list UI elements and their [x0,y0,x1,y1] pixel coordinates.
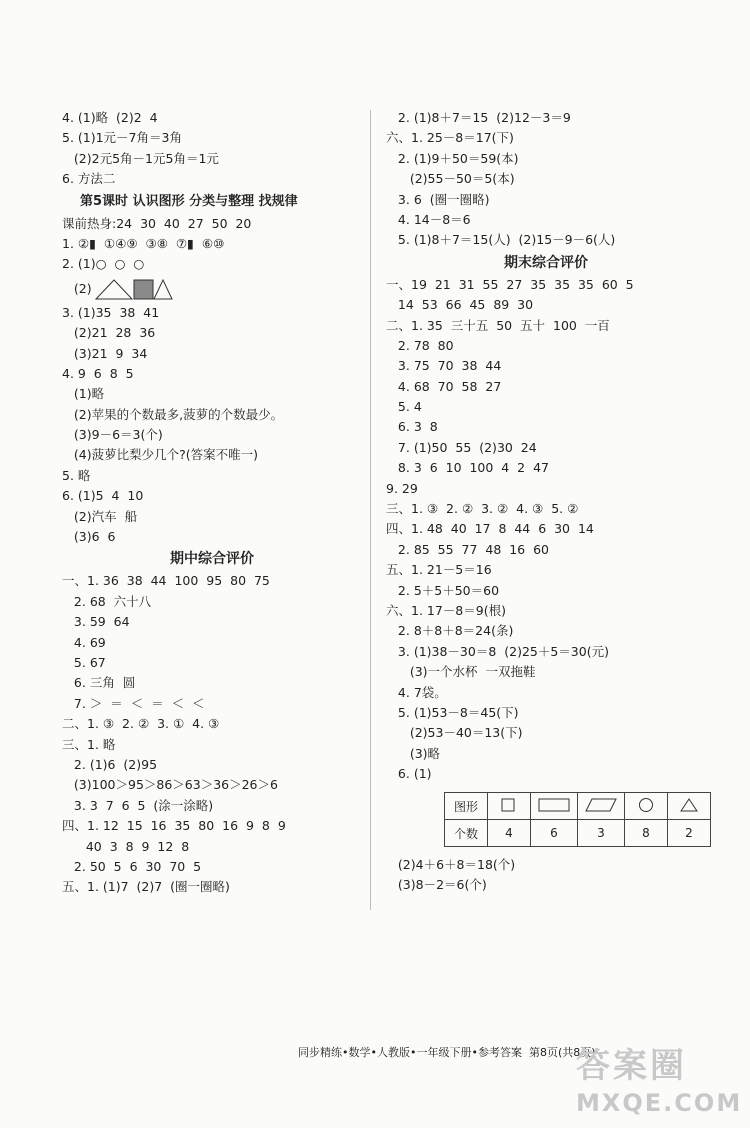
answer-line: 六、1. 17－8＝9(根) [386,602,506,618]
answer-line: 5. (1)1元－7角＝3角 [62,130,182,146]
answer-line: (3)6 6 [62,529,116,545]
shape-row-prefix: (2) [62,281,92,297]
answer-line: 3. 3 7 6 5 (涂一涂略) [62,797,214,813]
table-row-label: 个数 [445,820,488,847]
watermark-line2: MXQE.COM [576,1089,743,1117]
answer-line: 5. 4 [386,399,422,415]
table-cell [668,793,711,820]
answer-line: (3)一个水杯 一双拖鞋 [386,664,536,680]
table-cell [488,793,531,820]
answer-line: 2. (1)○ ○ ○ [62,256,145,272]
shape-count-table-wrap [386,785,706,855]
rectangle-icon [537,797,571,813]
square-icon [500,797,518,813]
answer-line: 2. 68 六十八 [62,593,152,609]
shape-answer-row [62,275,362,303]
triangle-icon [679,797,699,813]
answer-line: 6. 3 8 [386,419,438,435]
answer-line: 四、1. 48 40 17 8 44 6 30 14 [386,521,594,537]
circle-icon [637,797,655,813]
answer-line: 2. 8＋8＋8＝24(条) [386,623,514,639]
answer-line: 三、1. 略 [62,736,116,752]
answer-line: (4)菠萝比梨少几个?(答案不唯一) [62,447,259,463]
answer-line: 2. (1)9＋50＝59(本) [386,150,519,166]
answer-line: 2. 5＋5＋50＝60 [386,582,500,598]
left-block-d [62,571,362,897]
table-row [445,793,711,820]
answer-line: 6. 三角 圆 [62,675,136,691]
answer-line: (3)21 9 34 [62,345,148,361]
answer-line: 三、1. ③ 2. ② 3. ② 4. ③ 5. ② [386,501,579,517]
answer-line: (2)21 28 36 [62,325,156,341]
answer-line: 3. (1)38－30＝8 (2)25＋5＝30(元) [386,643,609,659]
table-cell [625,793,668,820]
answer-line: 一、19 21 31 55 27 35 35 35 60 5 [386,276,634,292]
right-block-c [386,855,706,896]
answer-line: 5. 略 [62,467,91,483]
answer-line: 7. ＞ ＝ ＜ ＝ ＜ ＜ [62,695,205,711]
answer-line: (2)55－50＝5(本) [386,171,515,187]
answer-line: 14 53 66 45 89 30 [386,297,534,313]
answer-line: (1)略 [62,386,105,402]
left-block-c [62,303,362,548]
answer-line: 1. ②▮ ①④⑨ ③⑧ ⑦▮ ⑥⑩ [62,235,225,251]
answer-line: 4. 7袋。 [386,684,447,700]
answer-line: 2. 85 55 77 48 16 60 [386,541,549,557]
shape-count-table [444,792,711,847]
table-row-label: 图形 [445,793,488,820]
answer-line: 4. 14－8＝6 [386,211,471,227]
answer-line: (2)苹果的个数最多,菠萝的个数最少。 [62,406,284,422]
answer-line: (2)2元5角－1元5角＝1元 [62,150,219,166]
answer-line: 2. 50 5 6 30 70 5 [62,858,202,874]
table-cell [531,793,578,820]
answer-line: 课前热身:24 30 40 27 50 20 [62,215,252,231]
answer-line: 五、1. 21－5＝16 [386,562,492,578]
watermark-line1: 答案圈 [576,1046,687,1086]
answer-line: 6. (1) [386,766,432,782]
right-column [386,108,706,895]
table-cell [578,793,625,820]
answer-line: 3. 75 70 38 44 [386,358,502,374]
answer-line: (2)53－40＝13(下) [386,725,523,741]
right-block-a [386,108,706,251]
answer-line: 6. 方法二 [62,171,116,187]
answer-line: 3. 59 64 [62,614,130,630]
answer-line: (3)略 [386,745,441,761]
table-cell: 4 [488,820,531,847]
left-column [62,108,362,898]
answer-line: 4. 9 6 8 5 [62,365,134,381]
right-block-b [386,275,706,785]
answer-line: 二、1. 35 三十五 50 五十 100 一百 [386,317,610,333]
answer-line: (2)汽车 船 [62,508,138,524]
parallelogram-icon [584,797,618,813]
table-cell: 2 [668,820,711,847]
answer-line: 六、1. 25－8＝17(下) [386,130,514,146]
answer-line: 3. 6 (圈一圈略) [386,191,490,207]
answer-line: 9. 29 [386,480,418,496]
answer-line: 二、1. ③ 2. ② 3. ① 4. ③ [62,716,220,732]
midterm-title: 期中综合评价 [170,551,254,568]
answer-line: 一、1. 36 38 44 100 95 80 75 [62,573,270,589]
answer-line: 2. (1)8＋7＝15 (2)12－3＝9 [386,110,571,125]
answer-line: (3)8－2＝6(个) [386,876,487,892]
answer-line: 8. 3 6 10 100 4 2 47 [386,460,549,476]
triangle-icon [154,280,172,299]
answer-line: 4. 69 [62,634,106,650]
page-footer: 同步精练•数学•人教版•一年级下册•参考答案 第8页(共8页) [298,1046,596,1059]
answer-line: 5. 67 [62,654,106,670]
table-cell: 6 [531,820,578,847]
answer-line: 5. (1)53－8＝45(下) [386,704,519,720]
triangle-icon [96,280,132,299]
answer-line: 2. (1)6 (2)95 [62,756,158,772]
answer-line: 4. 68 70 58 27 [386,378,502,394]
final-exam-title: 期末综合评价 [504,254,588,271]
table-cell: 8 [625,820,668,847]
answer-line: 五、1. (1)7 (2)7 (圈一圈略) [62,879,230,895]
left-block-a [62,108,362,190]
column-divider [370,110,371,910]
answer-line: (2)4＋6＋8＝18(个) [386,856,516,872]
answer-line: 5. (1)8＋7＝15(人) (2)15－9－6(人) [386,232,616,248]
shapes-figure [94,277,174,301]
answer-line: (3)100＞95＞86＞63＞36＞26＞6 [62,777,278,793]
watermark-logo [576,1038,743,1117]
answer-line: 6. (1)5 4 10 [62,488,144,504]
filled-square-icon [134,280,153,299]
answer-line: 3. (1)35 38 41 [62,304,160,320]
answer-line: 四、1. 12 15 16 35 80 16 9 8 9 [62,818,286,834]
answer-line: 7. (1)50 55 (2)30 24 [386,439,537,455]
table-row [445,820,711,847]
answer-line: (3)9－6＝3(个) [62,427,163,443]
left-block-b [62,214,362,275]
answer-line: 2. 78 80 [386,337,454,353]
table-cell: 3 [578,820,625,847]
lesson5-title: 第5课时 认识图形 分类与整理 找规律 [80,193,298,209]
answer-line: 40 3 8 9 12 8 [62,838,190,854]
answer-line: 4. (1)略 (2)2 4 [62,110,158,125]
